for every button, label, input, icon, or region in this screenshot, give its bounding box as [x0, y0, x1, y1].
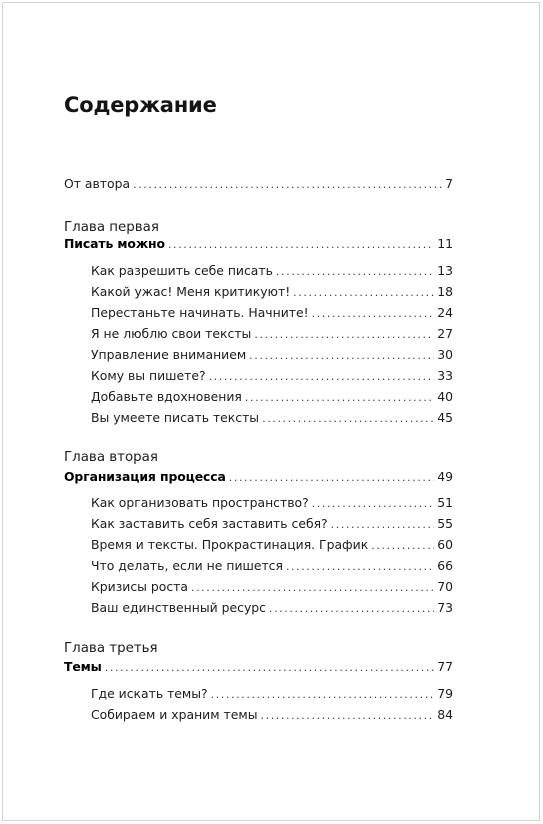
dot-leader	[262, 411, 434, 427]
dot-leader	[105, 660, 434, 676]
toc-page-number: 13	[437, 263, 453, 278]
toc-entry-label: Как разрешить себе писать	[91, 263, 273, 278]
toc-entry[interactable]	[91, 707, 453, 724]
toc-entry[interactable]	[91, 495, 453, 512]
toc-page-number: 24	[437, 305, 453, 320]
toc-page-number: 18	[437, 284, 453, 299]
toc-entry[interactable]	[91, 305, 453, 322]
toc-page-number: 45	[437, 410, 453, 425]
toc-entry-label: Кому вы пишете?	[91, 368, 206, 383]
dot-leader	[371, 538, 434, 554]
toc-page-number: 51	[437, 495, 453, 510]
chapter-title: Организация процесса	[64, 469, 226, 484]
toc-entry[interactable]	[91, 347, 453, 364]
toc-entry-foreword[interactable]	[64, 176, 453, 193]
toc-page-number: 27	[437, 326, 453, 341]
toc-page-number: 11	[437, 236, 453, 251]
toc-page-number: 7	[445, 176, 453, 191]
toc-entry-label: Как заставить себя заставить себя?	[91, 516, 328, 531]
dot-leader	[276, 264, 434, 280]
toc-entry-chapter-2[interactable]	[64, 469, 453, 486]
dot-leader	[133, 177, 442, 193]
dot-leader	[168, 237, 434, 253]
toc-entry[interactable]	[91, 600, 453, 617]
toc-entry[interactable]	[91, 263, 453, 280]
toc-entry-label: Ваш единственный ресурс	[91, 600, 266, 615]
toc-entry-label: Какой ужас! Меня критикуют!	[91, 284, 291, 299]
dot-leader	[312, 496, 435, 512]
toc-page-number: 40	[437, 389, 453, 404]
toc-page-number: 77	[437, 659, 453, 674]
chapter-title: Писать можно	[64, 236, 165, 251]
toc-entry-label: Перестаньте начинать. Начните!	[91, 305, 309, 320]
toc-page-number: 49	[437, 469, 453, 484]
dot-leader	[254, 327, 434, 343]
toc-entry[interactable]	[91, 389, 453, 406]
dot-leader	[245, 390, 434, 406]
dot-leader	[209, 369, 435, 385]
toc-entry-label: Время и тексты. Прокрастинация. График	[91, 537, 369, 552]
toc-entry[interactable]	[91, 368, 453, 385]
chapter-label: Глава первая	[64, 220, 159, 235]
toc-entry[interactable]	[91, 326, 453, 343]
toc-entry[interactable]	[91, 537, 453, 554]
dot-leader	[293, 285, 434, 301]
toc-entry[interactable]	[91, 579, 453, 596]
dot-leader	[269, 601, 434, 617]
toc-page-number: 79	[437, 686, 453, 701]
toc-entry-label: Вы умеете писать тексты	[91, 410, 260, 425]
toc-entry-label: Что делать, если не пишется	[91, 558, 283, 573]
toc-page-number: 73	[437, 600, 453, 615]
toc-entry[interactable]	[91, 284, 453, 301]
toc-entry-label: Я не люблю свои тексты	[91, 326, 252, 341]
dot-leader	[312, 306, 435, 322]
chapter-title: Темы	[64, 659, 102, 674]
toc-page-number: 30	[437, 347, 453, 362]
toc-page-number: 70	[437, 579, 453, 594]
toc-page-number: 60	[437, 537, 453, 552]
chapter-label: Глава вторая	[64, 450, 158, 465]
dot-leader	[261, 708, 435, 724]
toc-entry-label: Добавьте вдохновения	[91, 389, 242, 404]
toc-entry-label: От автора	[64, 176, 131, 191]
toc-entry[interactable]	[91, 410, 453, 427]
dot-leader	[191, 580, 434, 596]
toc-entry[interactable]	[91, 686, 453, 703]
toc-entry[interactable]	[91, 516, 453, 533]
page-title: Содержание	[64, 93, 217, 117]
dot-leader	[331, 517, 435, 533]
toc-entry-label: Как организовать пространство?	[91, 495, 309, 510]
chapter-label: Глава третья	[64, 641, 158, 656]
toc-page-number: 55	[437, 516, 453, 531]
toc-entry-label: Управление вниманием	[91, 347, 247, 362]
toc-entry-chapter-3[interactable]	[64, 659, 453, 676]
dot-leader	[211, 687, 435, 703]
toc-page-number: 84	[437, 707, 453, 722]
toc-entry-label: Собираем и храним темы	[91, 707, 258, 722]
dot-leader	[229, 470, 434, 486]
toc-entry[interactable]	[91, 558, 453, 575]
dot-leader	[286, 559, 434, 575]
toc-page-number: 66	[437, 558, 453, 573]
toc-entry-chapter-1[interactable]	[64, 236, 453, 253]
toc-entry-label: Где искать темы?	[91, 686, 208, 701]
toc-entry-label: Кризисы роста	[91, 579, 188, 594]
dot-leader	[249, 348, 434, 364]
toc-page-number: 33	[437, 368, 453, 383]
